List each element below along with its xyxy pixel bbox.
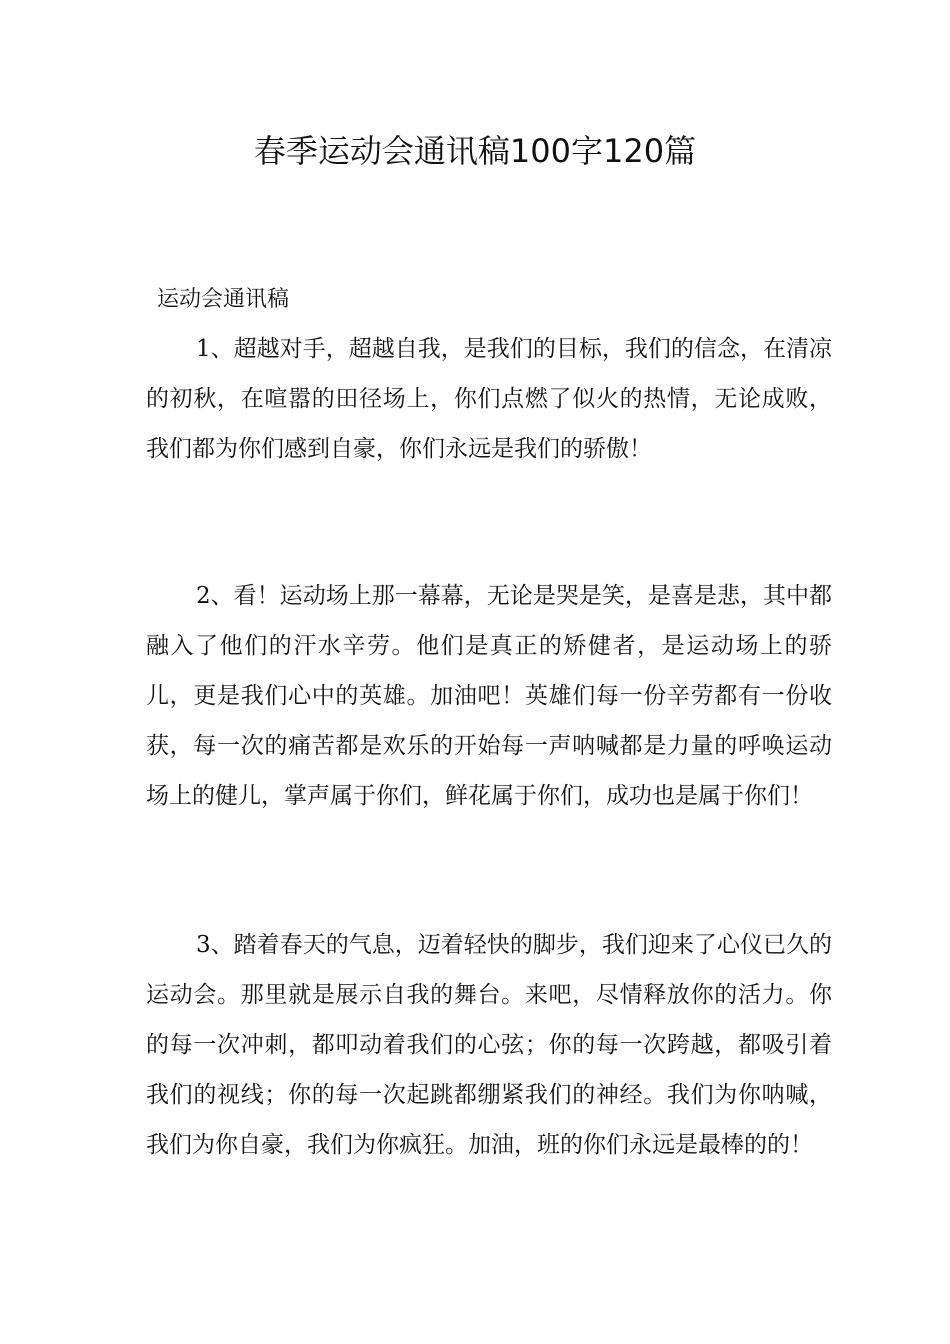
document-title: 春季运动会通讯稿100字120篇 <box>253 132 697 170</box>
document-subtitle: 运动会通讯稿 <box>157 287 290 312</box>
paragraph-3: 3、踏着春天的气息，迈着轻快的脚步，我们迎来了心仪已久的运动会。那里就是展示自我的舞台。来吧，尽情释放你的活力。你的每一次冲刺，都叩动着我们的心弦；你的每一次跨越，都吸引着我们的视线；你的每一次起跳都绷紧我们的神经。我们为你呐喊，我们为你自豪，我们为你疯狂。加油，班的你们永远是最棒的的！ <box>146 932 832 1158</box>
paragraph-1: 1、超越对手，超越自我，是我们的目标，我们的信念，在清凉的初秋，在喧嚣的田径场上，你们点燃了似火的热情，无论成败，我们都为你们感到自豪，你们永远是我们的骄傲！ <box>146 336 832 462</box>
paragraph-2: 2、看！运动场上那一幕幕，无论是哭是笑，是喜是悲，其中都融入了他们的汗水辛劳。他们是真正的矫健者，是运动场上的骄儿，更是我们心中的英雄。加油吧！英雄们每一份辛劳都有一份收获，每一次的痛苦都是欢乐的开始每一声呐喊都是力量的呼唤运动场上的健儿，掌声属于你们，鲜花属于你们，成功也是属于你们！ <box>146 583 832 809</box>
